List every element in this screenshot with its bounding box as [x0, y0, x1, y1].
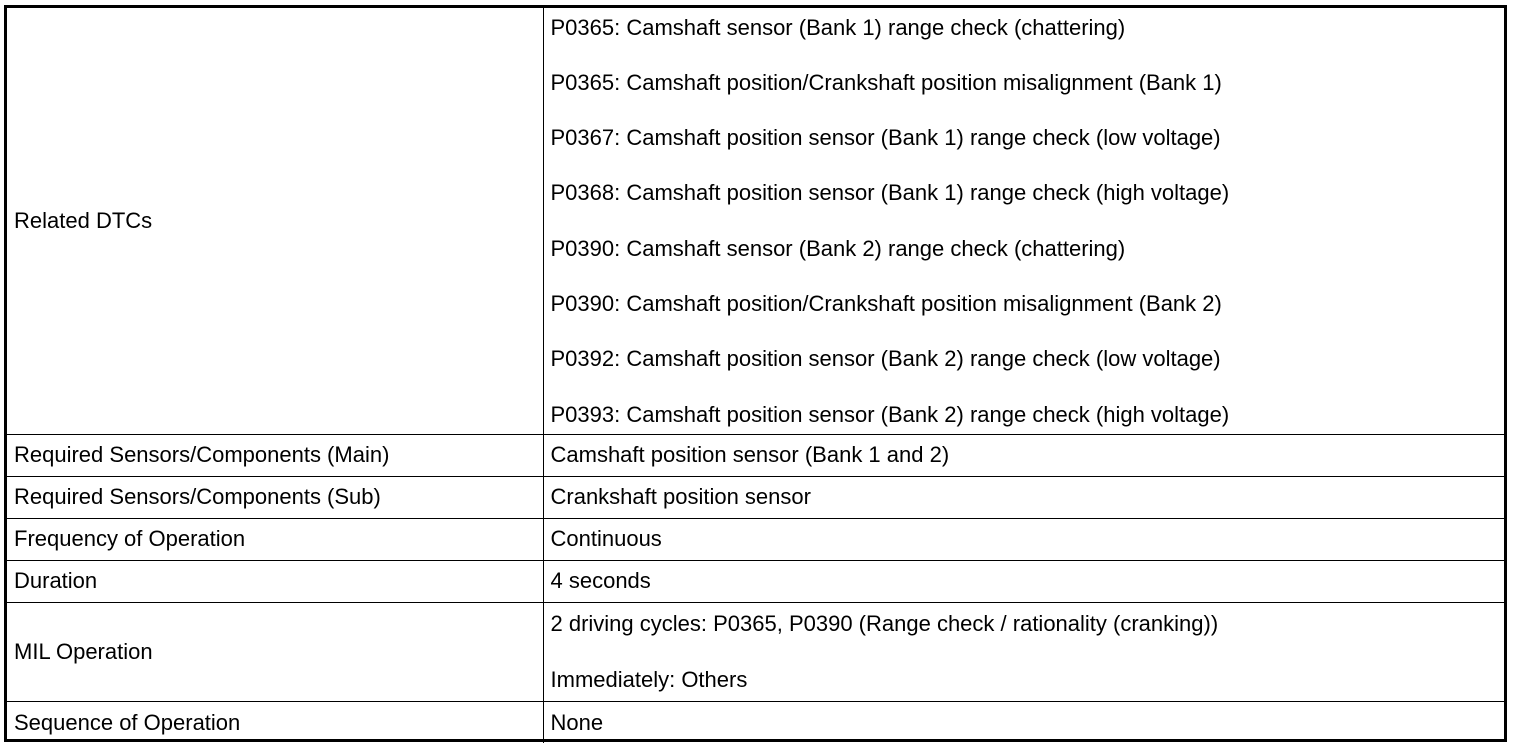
row-label: Related DTCs	[7, 8, 543, 434]
dtc-entry: P0390: Camshaft sensor (Bank 2) range check (chattering)	[550, 235, 1126, 261]
table-row-main-sensors	[7, 434, 1504, 476]
dtc-entry: P0365: Camshaft sensor (Bank 1) range check (chattering)	[550, 14, 1126, 40]
mil-entry: 2 driving cycles: P0365, P0390 (Range check / rationality (cranking))	[550, 611, 1219, 637]
row-label: Required Sensors/Components (Main)	[7, 434, 543, 476]
dtc-entry: P0365: Camshaft position/Crankshaft position misalignment (Bank 1)	[550, 69, 1222, 95]
row-value: Camshaft position sensor (Bank 1 and 2)	[543, 434, 1504, 476]
spec-table	[7, 8, 1504, 743]
row-value	[543, 8, 1504, 434]
row-value: None	[543, 701, 1504, 743]
dtc-entry: P0368: Camshaft position sensor (Bank 1) range check (high voltage)	[550, 180, 1230, 206]
row-label: Required Sensors/Components (Sub)	[7, 476, 543, 518]
table-row-related-dtcs	[7, 8, 1504, 434]
table-row-sub-sensors	[7, 476, 1504, 518]
mil-entry: Immediately: Others	[550, 666, 748, 692]
row-label: Duration	[7, 560, 543, 602]
row-value	[543, 602, 1504, 701]
row-label: Sequence of Operation	[7, 701, 543, 743]
dtc-entry: P0392: Camshaft position sensor (Bank 2) range check (low voltage)	[550, 346, 1221, 372]
row-value: 4 seconds	[543, 560, 1504, 602]
row-label: Frequency of Operation	[7, 518, 543, 560]
dtc-entry: P0393: Camshaft position sensor (Bank 2) range check (high voltage)	[550, 401, 1230, 427]
row-value: Continuous	[543, 518, 1504, 560]
table-row-sequence	[7, 701, 1504, 743]
spec-table-frame	[4, 5, 1507, 742]
table-row-frequency	[7, 518, 1504, 560]
dtc-entry: P0390: Camshaft position/Crankshaft position misalignment (Bank 2)	[550, 291, 1222, 317]
row-value: Crankshaft position sensor	[543, 476, 1504, 518]
table-row-mil-operation	[7, 602, 1504, 701]
table-row-duration	[7, 560, 1504, 602]
dtc-entry: P0367: Camshaft position sensor (Bank 1) range check (low voltage)	[550, 125, 1221, 151]
row-label: MIL Operation	[7, 602, 543, 701]
